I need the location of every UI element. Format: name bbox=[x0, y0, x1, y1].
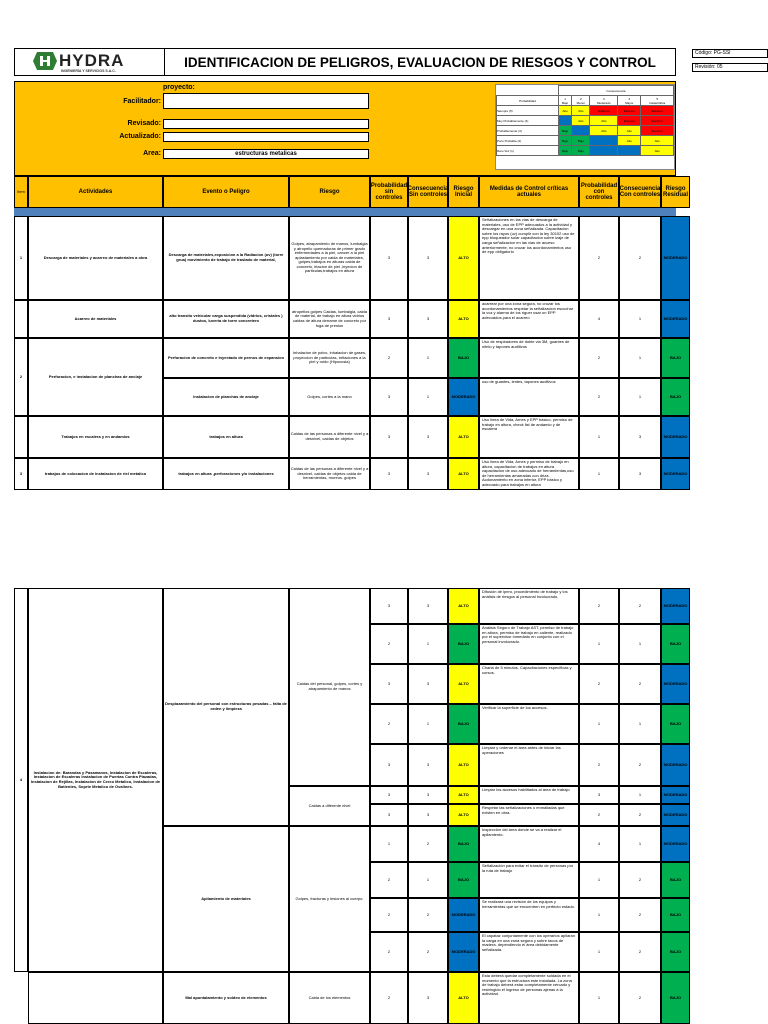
col-actividades: Actividades bbox=[28, 176, 163, 208]
cons-sin-cell: 1 bbox=[408, 378, 448, 416]
matrix-cell: Bajo bbox=[572, 136, 590, 146]
matrix-cell bbox=[618, 146, 641, 156]
matrix-col-header: 2 Menor bbox=[572, 96, 590, 106]
risk-residual-badge: MODERADO bbox=[661, 664, 690, 704]
risk-residual-badge: MODERADO bbox=[661, 804, 690, 826]
col-cons-con: Consecuencia Con controles bbox=[619, 176, 661, 208]
control-measures-cell: Inspección del área donde se va a realizar el apilamiento. bbox=[479, 826, 579, 862]
risk-cell: Inhalacion de polvo, inhalacion de gases, proyeccion de particulas, irritaciones a la piel y ruido (Hipocusia) bbox=[289, 338, 370, 378]
event-cell: trabajos en altura bbox=[163, 416, 289, 458]
cons-con-cell: 2 bbox=[619, 932, 661, 972]
matrix-probability-title: Probabilidad bbox=[497, 96, 559, 106]
prob-con-cell: 2 bbox=[579, 588, 619, 624]
col-medidas: Medidas de Control críticas actuales bbox=[479, 176, 579, 208]
prob-sin-cell: 2 bbox=[370, 704, 408, 744]
risk-residual-badge: MODERADO bbox=[661, 416, 690, 458]
matrix-cell: Bajo bbox=[558, 146, 571, 156]
risk-initial-badge: ALTO bbox=[448, 216, 479, 300]
col-prob-sin: Probabilidad sin controles bbox=[370, 176, 408, 208]
item-number: 4 bbox=[14, 588, 28, 972]
activity-cell: Acarreo de materiales bbox=[28, 300, 163, 338]
risk-initial-badge: BAJO bbox=[448, 338, 479, 378]
hydra-logo-icon bbox=[33, 52, 57, 70]
revisado-label: Revisado: bbox=[127, 120, 161, 127]
cons-con-cell: 2 bbox=[619, 588, 661, 624]
col-riesgo-residual: Riesgo Residual bbox=[661, 176, 690, 208]
activity-cell: Perforacion, e instalacion de planchas de anclaje bbox=[28, 338, 163, 416]
matrix-cell: Alto bbox=[572, 106, 590, 116]
prob-con-cell: 1 bbox=[579, 862, 619, 898]
cons-con-cell: 1 bbox=[619, 300, 661, 338]
matrix-col-header: 4 Mayor bbox=[618, 96, 641, 106]
risk-initial-badge: ALTO bbox=[448, 804, 479, 826]
matrix-row-label: Probablemente (3) bbox=[497, 126, 559, 136]
prob-con-cell: 2 bbox=[579, 378, 619, 416]
cons-sin-cell: 3 bbox=[408, 804, 448, 826]
prob-sin-cell: 2 bbox=[370, 338, 408, 378]
matrix-cell: Extremo bbox=[618, 106, 641, 116]
matrix-row-label: Muy Probablemente (4) bbox=[497, 116, 559, 126]
risk-residual-badge: BAJO bbox=[661, 898, 690, 932]
facilitador-label: Facilitador: bbox=[123, 98, 161, 105]
risk-residual-badge: BAJO bbox=[661, 932, 690, 972]
facilitador-field[interactable] bbox=[163, 93, 369, 109]
matrix-cell: Extremo bbox=[590, 106, 618, 116]
cons-con-cell: 2 bbox=[619, 804, 661, 826]
prob-sin-cell: 2 bbox=[370, 624, 408, 664]
cons-con-cell: 2 bbox=[619, 744, 661, 786]
matrix-cell: Alto bbox=[618, 126, 641, 136]
matrix-cell: Alto bbox=[590, 116, 618, 126]
cons-con-cell: 1 bbox=[619, 786, 661, 804]
control-measures-cell: Limpiar y ordenar el área antes de iniciar las operaciones bbox=[479, 744, 579, 786]
item-number: 1 bbox=[14, 216, 28, 300]
cons-sin-cell: 1 bbox=[408, 704, 448, 744]
matrix-cell: Alto bbox=[572, 116, 590, 126]
risk-initial-badge: BAJO bbox=[448, 826, 479, 862]
prob-sin-cell: 2 bbox=[370, 972, 408, 1024]
risk-initial-badge: BAJO bbox=[448, 624, 479, 664]
prob-sin-cell: 3 bbox=[370, 300, 408, 338]
matrix-col-header: 5 Catastrófica bbox=[641, 96, 674, 106]
matrix-cell: Extremo bbox=[641, 106, 674, 116]
risk-residual-badge: BAJO bbox=[661, 704, 690, 744]
risk-initial-badge: ALTO bbox=[448, 458, 479, 490]
control-measures-cell: Uso linea de Vida, Arnes y EPP básico, permiso de trabajo en altura, check list de andamio y de escalera bbox=[479, 416, 579, 458]
matrix-col-header: 1 Bajo bbox=[558, 96, 571, 106]
matrix-cell bbox=[572, 126, 590, 136]
risk-cell: Caidas del personal, golpes, cortes y atrapamiento de manos bbox=[289, 588, 370, 786]
prob-con-cell: 4 bbox=[579, 826, 619, 862]
logo bbox=[15, 49, 165, 75]
cons-sin-cell: 1 bbox=[408, 624, 448, 664]
risk-matrix bbox=[495, 84, 675, 170]
prob-sin-cell: 3 bbox=[370, 786, 408, 804]
cons-sin-cell: 3 bbox=[408, 458, 448, 490]
matrix-cell: Alto bbox=[641, 146, 674, 156]
blue-band bbox=[14, 208, 676, 216]
matrix-cell bbox=[558, 116, 571, 126]
risk-cell: Caida de los elementos bbox=[289, 972, 370, 1024]
cons-con-cell: 1 bbox=[619, 826, 661, 862]
event-cell: trabajos en altura ,perforaciones y/o instalaciones bbox=[163, 458, 289, 490]
risk-initial-badge: BAJO bbox=[448, 704, 479, 744]
matrix-row-label: Raro Vez (1) bbox=[497, 146, 559, 156]
control-measures-cell: Difusión de ipero, procedimiento de trabajo y los análisis de riesgos al personal involucrado. bbox=[479, 588, 579, 624]
cons-sin-cell: 1 bbox=[408, 862, 448, 898]
risk-residual-badge: MODERADO bbox=[661, 216, 690, 300]
matrix-cell: Bajo bbox=[558, 136, 571, 146]
risk-cell: atropellos golpes Caidas, lumbalgia, caida de material, de trabajo en altura vidrios caidas de altura derrame de concreto por fuga de presion bbox=[289, 300, 370, 338]
prob-con-cell: 2 bbox=[579, 744, 619, 786]
control-measures-cell: Se realizará una revisión de los equipos y herramientas que se encuentren en perfecto estado. bbox=[479, 898, 579, 932]
matrix-row-label: Poco Probable (2) bbox=[497, 136, 559, 146]
item-number: 3 bbox=[14, 458, 28, 490]
cons-sin-cell: 3 bbox=[408, 416, 448, 458]
risk-residual-badge: MODERADO bbox=[661, 300, 690, 338]
item-number bbox=[14, 416, 28, 458]
prob-sin-cell: 2 bbox=[370, 932, 408, 972]
prob-sin-cell: 3 bbox=[370, 216, 408, 300]
cons-sin-cell: 3 bbox=[408, 972, 448, 1024]
risk-cell: Golpes, cortes a la mano bbox=[289, 378, 370, 416]
control-measures-cell: acarrear por una zona segura, no cruzar los acordonamientos respetar la señalizacion escuchar la voz y alarma de los riguer usar un EPP adecuados para el acarreo bbox=[479, 300, 579, 338]
matrix-cell bbox=[590, 146, 618, 156]
risk-initial-badge: ALTO bbox=[448, 786, 479, 804]
cons-sin-cell: 2 bbox=[408, 898, 448, 932]
cons-con-cell: 2 bbox=[619, 898, 661, 932]
matrix-cell: Bajo bbox=[558, 126, 571, 136]
header-block bbox=[14, 48, 676, 76]
prob-sin-cell: 2 bbox=[370, 862, 408, 898]
prob-con-cell: 1 bbox=[579, 704, 619, 744]
risk-residual-badge: BAJO bbox=[661, 862, 690, 898]
activity-cell: Trabajos en escalera y en andamios bbox=[28, 416, 163, 458]
event-cell: Descarga de materiales,exposicion a la Radiacion (uv) (torre grua) movimiento de trabajo de traslado de material, bbox=[163, 216, 289, 300]
item-number bbox=[14, 300, 28, 338]
control-measures-cell: Señalizaciones en las vias de descarga de materiales, uso de EPP adecuados a la actividad y descargar en una zona señalizada. Capacitacion sobre los rayos (uv) cumplir con la ley 30102 uso de epp bloqueador solar capacitacion sobre izaje de carga señalizacion en las vias de acceso anteriormente, no cruzar los acordonamientos uso de epp obligatorio bbox=[479, 216, 579, 300]
prob-sin-cell: 3 bbox=[370, 664, 408, 704]
risk-initial-badge: BAJO bbox=[448, 862, 479, 898]
prob-sin-cell: 3 bbox=[370, 588, 408, 624]
proyecto-label: proyecto: bbox=[163, 84, 195, 91]
risk-initial-badge: MODERADO bbox=[448, 898, 479, 932]
prob-con-cell: 2 bbox=[579, 804, 619, 826]
risk-residual-badge: MODERADO bbox=[661, 588, 690, 624]
area-label: Area: bbox=[143, 150, 161, 157]
cons-sin-cell: 1 bbox=[408, 338, 448, 378]
prob-con-cell: 1 bbox=[579, 416, 619, 458]
risk-cell: Caidas de las personas a diferente nivel y a desnivel, caidas de objetos caida de herramientas, moreos. golpes bbox=[289, 458, 370, 490]
col-prob-con: Probabilidad con controles bbox=[579, 176, 619, 208]
matrix-cell: Bajo bbox=[572, 146, 590, 156]
col-item: Item bbox=[14, 176, 28, 208]
risk-residual-badge: BAJO bbox=[661, 338, 690, 378]
cons-con-cell: 3 bbox=[619, 458, 661, 490]
prob-con-cell: 2 bbox=[579, 664, 619, 704]
col-riesgo: Riesgo bbox=[289, 176, 370, 208]
cons-sin-cell: 2 bbox=[408, 826, 448, 862]
cons-con-cell: 1 bbox=[619, 704, 661, 744]
prob-con-cell: 1 bbox=[579, 458, 619, 490]
matrix-cell: Alto bbox=[618, 136, 641, 146]
table-header bbox=[14, 176, 688, 208]
area-field[interactable]: estructuras metalicas bbox=[163, 149, 369, 159]
prob-con-cell: 4 bbox=[579, 300, 619, 338]
control-measures-cell: uso de guantes, lentes, tapones auditivos bbox=[479, 378, 579, 416]
page-title: IDENTIFICACION DE PELIGROS, EVALUACION DE RIESGOS Y CONTROL bbox=[184, 54, 656, 70]
col-evento: Evento o Peligro bbox=[163, 176, 289, 208]
event-cell: Instalacion de planchas de anclaje bbox=[163, 378, 289, 416]
cons-con-cell: 2 bbox=[619, 216, 661, 300]
risk-cell: Golpes, fracturas y lesiones al cuerpo. bbox=[289, 826, 370, 972]
revisado-field[interactable] bbox=[163, 119, 369, 129]
cons-sin-cell: 3 bbox=[408, 786, 448, 804]
matrix-cell: Alto bbox=[641, 136, 674, 146]
prob-sin-cell: 1 bbox=[370, 826, 408, 862]
prob-sin-cell: 3 bbox=[370, 804, 408, 826]
risk-initial-badge: ALTO bbox=[448, 300, 479, 338]
prob-con-cell: 1 bbox=[579, 972, 619, 1024]
cons-con-cell: 1 bbox=[619, 338, 661, 378]
cons-sin-cell: 3 bbox=[408, 216, 448, 300]
prob-sin-cell: 2 bbox=[370, 898, 408, 932]
cons-con-cell: 3 bbox=[619, 416, 661, 458]
risk-residual-badge: BAJO bbox=[661, 378, 690, 416]
cons-con-cell: 1 bbox=[619, 624, 661, 664]
prob-sin-cell: 3 bbox=[370, 416, 408, 458]
risk-initial-badge: ALTO bbox=[448, 588, 479, 624]
form-area bbox=[14, 81, 676, 176]
risk-residual-badge: MODERADO bbox=[661, 786, 690, 804]
actualizado-field[interactable] bbox=[163, 132, 369, 142]
activity-cell: trabajos de colocacion de instalacion de riel metalico bbox=[28, 458, 163, 490]
prob-sin-cell: 3 bbox=[370, 378, 408, 416]
risk-cell: Caidas de las personas a diferente nivel y a desnivel, caidas de objetos bbox=[289, 416, 370, 458]
control-measures-cell: Esta deberá quedar completamente soldada en el momento que la estructura este instalada. La zona de trabajo deberá estar completamente cercado y restringido el ingreso de personas ajenas a la actividad. bbox=[479, 972, 579, 1024]
risk-residual-badge: MODERADO bbox=[661, 458, 690, 490]
cons-sin-cell: 3 bbox=[408, 664, 448, 704]
cons-sin-cell: 2 bbox=[408, 932, 448, 972]
risk-initial-badge: MODERADO bbox=[448, 378, 479, 416]
actualizado-label: Actualizado: bbox=[119, 133, 161, 140]
prob-sin-cell: 3 bbox=[370, 744, 408, 786]
control-measures-cell: Uso linea de Vida, Arnes y permiso de trabajo en altura, capacitacion de trabajos en altura capacitacion de uso adecuado de herramientas,uso de herramientas amarradas con driza. Acdonamiento en zona inferior, EPP básico y adecuado para trabajos en altura bbox=[479, 458, 579, 490]
logo-subtitle: INGENIERÍA Y SERVICIOS S.A.C. bbox=[61, 69, 116, 73]
cons-con-cell: 2 bbox=[619, 862, 661, 898]
prob-sin-cell: 3 bbox=[370, 458, 408, 490]
matrix-row-label: Siempre (5) bbox=[497, 106, 559, 116]
logo-name: HYDRA bbox=[59, 51, 125, 70]
activity-cell: Instalacion de: Barandas y Pasamanos, Instalacion de Escaleras, Instalacion de Escaleras Instalacion de Puertas Contra Plazadas, Instalacion de Rejillas, Instalacion de Cerco Metalico, Instalacion de Batientes, Soprte Metalico de Ovalines. bbox=[28, 588, 163, 972]
prob-con-cell: 1 bbox=[579, 898, 619, 932]
matrix-consequence-title: Consecuencia bbox=[558, 86, 673, 96]
risk-residual-badge: BAJO bbox=[661, 624, 690, 664]
prob-con-cell: 2 bbox=[579, 216, 619, 300]
matrix-col-header: 3 Moderado bbox=[590, 96, 618, 106]
activity-cell bbox=[28, 972, 163, 1024]
matrix-cell: Extremo bbox=[618, 116, 641, 126]
cons-con-cell: 2 bbox=[619, 664, 661, 704]
control-measures-cell: Análisis Seguro de Trabajo AST, permiso de trabajo en altura, permiso de trabajo en caliente, realizado por el supervisor inmediato en conjunto con el personal involucrado. bbox=[479, 624, 579, 664]
col-cons-sin: Consecuencia Sin controles bbox=[408, 176, 448, 208]
prob-con-cell: 3 bbox=[579, 786, 619, 804]
risk-initial-badge: ALTO bbox=[448, 972, 479, 1024]
risk-initial-badge: ALTO bbox=[448, 664, 479, 704]
cons-sin-cell: 3 bbox=[408, 588, 448, 624]
risk-initial-badge: ALTO bbox=[448, 416, 479, 458]
control-measures-cell: Limpiar los accesos habilitados al área de trabajo bbox=[479, 786, 579, 804]
cons-sin-cell: 3 bbox=[408, 300, 448, 338]
event-cell: Perforacion de concreto e inyectado de pernos de expansion bbox=[163, 338, 289, 378]
cons-sin-cell: 3 bbox=[408, 744, 448, 786]
matrix-cell: Alto bbox=[558, 106, 571, 116]
matrix-cell bbox=[590, 136, 618, 146]
activity-cell: Descarga de materiales y acarreo de materiales a obra bbox=[28, 216, 163, 300]
col-riesgo-inicial: Riesgo Inicial bbox=[448, 176, 479, 208]
risk-residual-badge: BAJO bbox=[661, 972, 690, 1024]
matrix-cell: Extremo bbox=[641, 116, 674, 126]
event-cell: Apilamiento de materiales bbox=[163, 826, 289, 972]
event-cell: Mal apuntalamiento y soldeo de elementos bbox=[163, 972, 289, 1024]
matrix-cell: Extremo bbox=[641, 126, 674, 136]
risk-initial-badge: ALTO bbox=[448, 744, 479, 786]
risk-cell: Caidas a diferente nivel bbox=[289, 786, 370, 826]
control-measures-cell: Charla de 5 minutos, Capacitaciones específicas y cursos. bbox=[479, 664, 579, 704]
prob-con-cell: 1 bbox=[579, 932, 619, 972]
prob-con-cell: 2 bbox=[579, 338, 619, 378]
code-label: Código: PG-SSI bbox=[692, 49, 768, 58]
revision-label: Revisión: 05 bbox=[692, 63, 768, 72]
event-cell: alto transito vehicular carga suspendida (vidrios, cristales ) dustos, luveria de torre concretero bbox=[163, 300, 289, 338]
item-number: 2 bbox=[14, 338, 28, 416]
event-cell: Desplazamiento del personal con estructuras pesadas – falta de orden y limpieza bbox=[163, 588, 289, 826]
risk-residual-badge: MODERADO bbox=[661, 826, 690, 862]
risk-cell: Golpes, atrapamiento de manos, lumbalgia y atropello quemaduras de primer grado enfermedades a la piel, cancer a la piel aplastamiento por caida de materiales, golpes,trabajos en alturas caida de concreto, irtacion de piel ,inyecion de particulas,trabajos en altura bbox=[289, 216, 370, 300]
cons-con-cell: 2 bbox=[619, 972, 661, 1024]
risk-initial-badge: MODERADO bbox=[448, 932, 479, 972]
control-measures-cell: Uso de respiradores de doble via 3M, guantes de nitrilo y tapones auditivos bbox=[479, 338, 579, 378]
control-measures-cell: Verificar la superficie de los accesos. bbox=[479, 704, 579, 744]
prob-con-cell: 1 bbox=[579, 624, 619, 664]
cons-con-cell: 1 bbox=[619, 378, 661, 416]
control-measures-cell: El capataz conjuntamente con los operarios apilaran la carga en una zona segura y sobre tacos de madera. dependiendo el área debidamente señalizada. bbox=[479, 932, 579, 972]
control-measures-cell: Señalización para evitar el tránsito de personas por la ruta de trabajo bbox=[479, 862, 579, 898]
risk-residual-badge: MODERADO bbox=[661, 744, 690, 786]
control-measures-cell: Respetar las señalizaciones o enmalladas que existen en obra. bbox=[479, 804, 579, 826]
matrix-cell: Alto bbox=[590, 126, 618, 136]
